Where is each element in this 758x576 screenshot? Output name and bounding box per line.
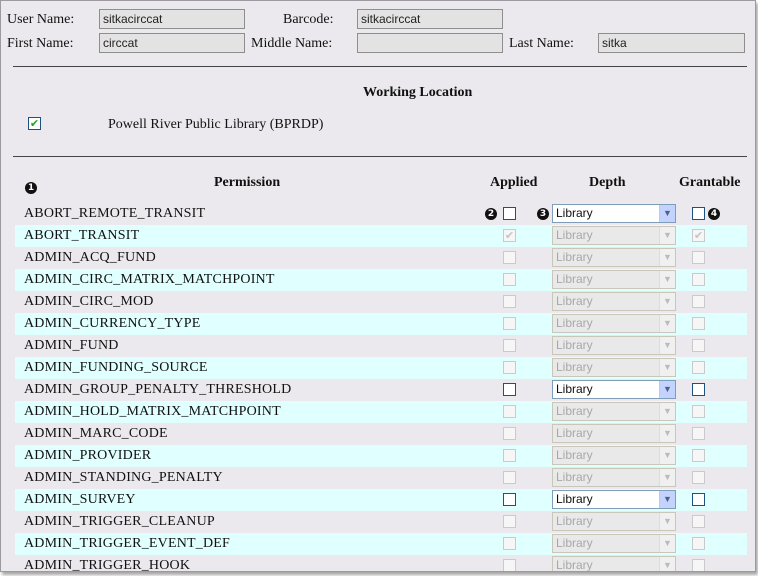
callout-badge-3: 3 xyxy=(537,208,549,220)
grantable-checkbox xyxy=(692,449,705,462)
permission-name: ADMIN_CIRC_MATRIX_MATCHPOINT xyxy=(24,272,275,287)
grantable-checkbox: ✔ xyxy=(693,229,704,242)
grantable-checkbox xyxy=(692,295,705,308)
depth-select[interactable] xyxy=(552,204,676,223)
chevron-down-icon: ▼ xyxy=(659,205,675,222)
depth-select xyxy=(552,534,676,553)
depth-select[interactable] xyxy=(552,490,676,509)
grantable-column-header: Grantable xyxy=(679,175,741,190)
table-row xyxy=(15,445,747,467)
applied-checkbox xyxy=(503,273,516,286)
grantable-checkbox xyxy=(692,515,705,528)
last-name-field[interactable]: sitka xyxy=(598,33,745,53)
permission-name: ADMIN_TRIGGER_CLEANUP xyxy=(24,514,215,529)
table-row xyxy=(15,203,747,225)
applied-checkbox xyxy=(503,427,516,440)
depth-select xyxy=(552,336,676,355)
depth-select xyxy=(552,556,676,572)
depth-select xyxy=(552,424,676,443)
depth-select-value: Library xyxy=(556,382,593,396)
depth-select-value: Library xyxy=(556,360,593,374)
table-row xyxy=(15,401,747,423)
applied-checkbox xyxy=(503,515,516,528)
applied-checkbox xyxy=(503,405,516,418)
table-row xyxy=(15,467,747,489)
depth-select-value: Library xyxy=(556,514,593,528)
applied-checkbox[interactable] xyxy=(503,493,516,506)
grantable-checkbox[interactable] xyxy=(692,207,705,220)
table-row xyxy=(15,291,747,313)
depth-select-value: Library xyxy=(556,206,593,220)
permission-name: ABORT_TRANSIT xyxy=(24,228,140,243)
grantable-checkbox xyxy=(692,559,705,572)
chevron-down-icon: ▼ xyxy=(659,425,675,442)
applied-checkbox xyxy=(503,449,516,462)
permission-name: ADMIN_HOLD_MATRIX_MATCHPOINT xyxy=(24,404,281,419)
chevron-down-icon: ▼ xyxy=(659,315,675,332)
table-row xyxy=(15,357,747,379)
permission-name: ADMIN_STANDING_PENALTY xyxy=(24,470,223,485)
permission-name: ADMIN_FUNDING_SOURCE xyxy=(24,360,208,375)
depth-select-value: Library xyxy=(556,536,593,550)
depth-select-value: Library xyxy=(556,294,593,308)
depth-select-value: Library xyxy=(556,448,593,462)
grantable-checkbox xyxy=(692,537,705,550)
divider xyxy=(13,66,747,67)
table-row xyxy=(15,379,747,401)
working-location-library: Powell River Public Library (BPRDP) xyxy=(108,117,324,132)
first-name-field[interactable]: circcat xyxy=(99,33,245,53)
chevron-down-icon: ▼ xyxy=(659,513,675,530)
permission-name: ADMIN_GROUP_PENALTY_THRESHOLD xyxy=(24,382,292,397)
permission-name: ADMIN_FUND xyxy=(24,338,119,353)
applied-checkbox xyxy=(503,537,516,550)
depth-select-value: Library xyxy=(556,426,593,440)
applied-checkbox xyxy=(503,295,516,308)
depth-select-value: Library xyxy=(556,492,593,506)
permission-name: ADMIN_CIRC_MOD xyxy=(24,294,154,309)
grantable-checkbox xyxy=(692,361,705,374)
depth-select xyxy=(552,512,676,531)
depth-select-value: Library xyxy=(556,470,593,484)
applied-checkbox xyxy=(503,471,516,484)
table-row xyxy=(15,555,747,572)
depth-column-header: Depth xyxy=(589,175,626,190)
depth-select xyxy=(552,226,676,245)
permission-name: ADMIN_CURRENCY_TYPE xyxy=(24,316,201,331)
grantable-checkbox xyxy=(692,251,705,264)
barcode-label: Barcode: xyxy=(283,12,334,27)
applied-checkbox xyxy=(503,559,516,572)
chevron-down-icon: ▼ xyxy=(659,271,675,288)
applied-checkbox xyxy=(503,361,516,374)
grantable-checkbox xyxy=(692,405,705,418)
applied-checkbox[interactable] xyxy=(503,207,516,220)
chevron-down-icon: ▼ xyxy=(659,447,675,464)
applied-checkbox[interactable] xyxy=(503,383,516,396)
depth-select-value: Library xyxy=(556,250,593,264)
permission-table xyxy=(15,203,747,572)
middle-name-label: Middle Name: xyxy=(251,36,333,51)
chevron-down-icon: ▼ xyxy=(659,293,675,310)
working-location-title: Working Location xyxy=(363,85,473,100)
depth-select xyxy=(552,402,676,421)
permission-name: ADMIN_PROVIDER xyxy=(24,448,152,463)
permission-column-header: Permission xyxy=(214,175,281,190)
divider xyxy=(13,156,747,157)
working-location-checkbox[interactable]: ✔ xyxy=(29,117,40,130)
table-row xyxy=(15,489,747,511)
permission-name: ABORT_REMOTE_TRANSIT xyxy=(24,206,206,221)
chevron-down-icon: ▼ xyxy=(659,381,675,398)
last-name-label: Last Name: xyxy=(509,36,574,51)
permission-name: ADMIN_SURVEY xyxy=(24,492,136,507)
table-row xyxy=(15,511,747,533)
callout-badge-4: 4 xyxy=(708,208,720,220)
depth-select xyxy=(552,270,676,289)
chevron-down-icon: ▼ xyxy=(659,337,675,354)
permission-name: ADMIN_TRIGGER_EVENT_DEF xyxy=(24,536,231,551)
middle-name-field[interactable] xyxy=(357,33,503,53)
chevron-down-icon: ▼ xyxy=(659,557,675,572)
first-name-label: First Name: xyxy=(7,36,74,51)
user-name-field[interactable]: sitkacirccat xyxy=(99,9,245,29)
table-row xyxy=(15,533,747,555)
grantable-checkbox xyxy=(692,317,705,330)
depth-select xyxy=(552,314,676,333)
depth-select-value: Library xyxy=(556,272,593,286)
chevron-down-icon: ▼ xyxy=(659,249,675,266)
depth-select-value: Library xyxy=(556,316,593,330)
applied-column-header: Applied xyxy=(490,175,538,190)
chevron-down-icon: ▼ xyxy=(659,403,675,420)
permission-name: ADMIN_MARC_CODE xyxy=(24,426,168,441)
depth-select xyxy=(552,446,676,465)
chevron-down-icon: ▼ xyxy=(659,535,675,552)
depth-select-value: Library xyxy=(556,558,593,572)
table-row xyxy=(15,423,747,445)
table-row xyxy=(15,269,747,291)
permission-name: ADMIN_ACQ_FUND xyxy=(24,250,156,265)
grantable-checkbox xyxy=(692,471,705,484)
table-row xyxy=(15,225,747,247)
chevron-down-icon: ▼ xyxy=(659,227,675,244)
user-name-label: User Name: xyxy=(7,12,75,27)
barcode-field[interactable]: sitkacirccat xyxy=(357,9,503,29)
chevron-down-icon: ▼ xyxy=(659,359,675,376)
chevron-down-icon: ▼ xyxy=(659,491,675,508)
applied-checkbox xyxy=(503,251,516,264)
applied-checkbox xyxy=(503,317,516,330)
depth-select[interactable] xyxy=(552,380,676,399)
grantable-checkbox xyxy=(692,339,705,352)
table-row xyxy=(15,335,747,357)
permission-name: ADMIN_TRIGGER_HOOK xyxy=(24,558,191,572)
depth-select xyxy=(552,292,676,311)
grantable-checkbox[interactable] xyxy=(692,383,705,396)
grantable-checkbox[interactable] xyxy=(692,493,705,506)
grantable-checkbox xyxy=(692,273,705,286)
callout-badge-1: 1 xyxy=(25,182,37,194)
depth-select-value: Library xyxy=(556,338,593,352)
applied-checkbox xyxy=(503,339,516,352)
depth-select xyxy=(552,248,676,267)
chevron-down-icon: ▼ xyxy=(659,469,675,486)
callout-badge-2: 2 xyxy=(485,208,497,220)
depth-select xyxy=(552,468,676,487)
depth-select-value: Library xyxy=(556,404,593,418)
grantable-checkbox xyxy=(692,427,705,440)
table-row xyxy=(15,313,747,335)
table-row xyxy=(15,247,747,269)
applied-checkbox: ✔ xyxy=(504,229,515,242)
depth-select xyxy=(552,358,676,377)
depth-select-value: Library xyxy=(556,228,593,242)
